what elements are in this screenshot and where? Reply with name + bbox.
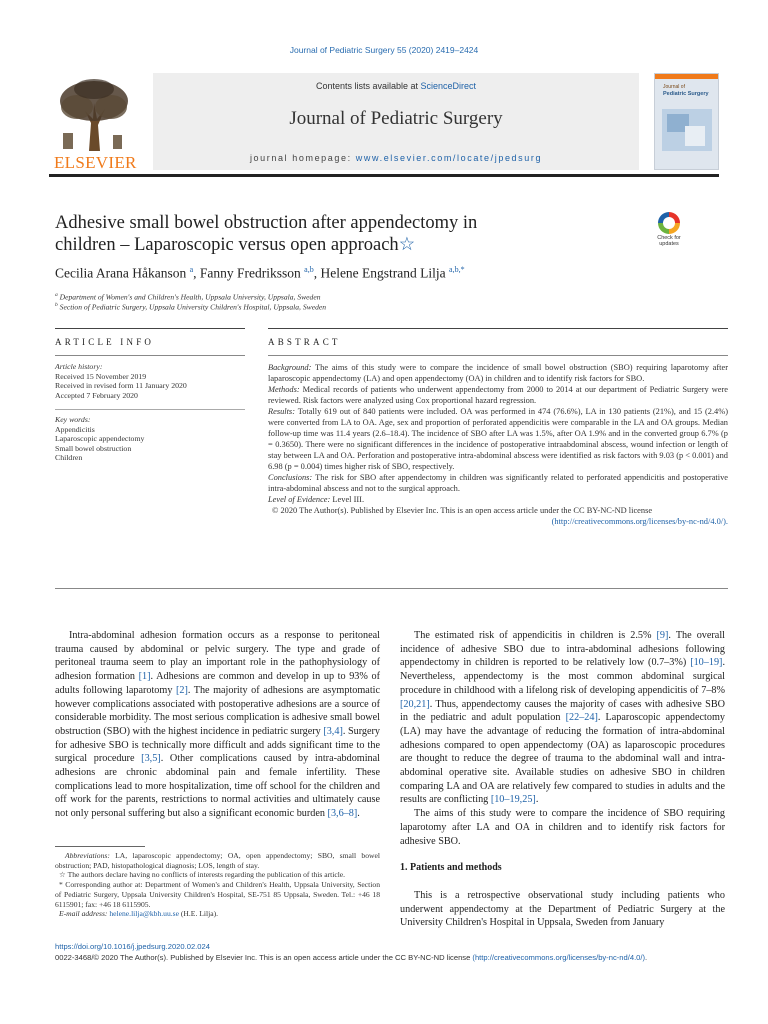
- citation-link[interactable]: [20,21]: [400, 698, 430, 710]
- author-affil-sup[interactable]: a,b,*: [449, 265, 465, 274]
- journal-info-box: [153, 73, 639, 170]
- citation-link[interactable]: [1]: [138, 671, 151, 683]
- history-received: Received 15 November 2019: [55, 371, 147, 381]
- keyword: Children: [55, 453, 83, 463]
- author-name[interactable]: Helene Engstrand Lilja: [320, 265, 446, 281]
- footnote-abbreviations: Abbreviations: LA, laparoscopic appendectomy; OA, open appendectomy; SBO, small bowel obstruction; PAD, histopathological diagnosis; LOS, length of stay.: [55, 851, 380, 870]
- abstract-license: [268, 516, 728, 527]
- abstract-evidence: Level of Evidence: Level III.: [268, 495, 365, 504]
- abstract-top-rule: [268, 328, 728, 329]
- doi-link[interactable]: https://doi.org/10.1016/j.jpedsurg.2020.02.024: [55, 942, 210, 951]
- abstract-heading: ABSTRACT: [268, 337, 341, 347]
- footnote-rule: [55, 846, 145, 847]
- info-top-rule: [55, 328, 245, 329]
- contents-line: Contents lists available at ScienceDirect: [315, 81, 477, 91]
- footnote-conflict: ☆ The authors declare having no conflicts of interests regarding the publication of this article.: [59, 870, 346, 880]
- check-updates-label: Check for updates: [657, 235, 681, 247]
- keyword: Appendicitis: [55, 424, 95, 434]
- body-paragraph: This is a retrospective observational study including patients who underwent appendectomy at the Department of Pediatric Surgery at the University Children's Hospital in Uppsala, Sweden from January: [400, 890, 725, 929]
- body-paragraph: Intra-abdominal adhesion formation occurs as a response to peritoneal trauma caused by abdominal or pelvic surgery. The type and grade of peritoneal trauma seem to play an important role in the pathophysiology of adhesion formation [1]. Adhesions are common and develop in up to 93% of adults following laparotomy [2]. The majority of adhesions are asymptomatic however complications associated with postoperative adhesions are a source of considerable morbidity. The most serious complication is adhesive small bowel obstruction (SBO) with the highest incidence in pediatric surgery [3,4]. Surgery for adhesive SBO is technically more difficult and adds significant time to the surgical procedure [3,5]. Other complications caused by intra-abdominal adhesions are chronic abdominal pain and female infertility. These complications lead to more hospitalization, time off school for the children and off work for the parents, restrictions to normal activities and ultimately cause not only personal suffering but also a significant economic burden [3,6–8].: [55, 630, 381, 820]
- history-revised: Received in revised form 11 January 2020: [55, 381, 187, 391]
- citation-link[interactable]: [10–19]: [690, 657, 723, 669]
- citation-link[interactable]: [3,5]: [141, 753, 161, 765]
- journal-title: Journal of Pediatric Surgery: [289, 108, 503, 129]
- abstract-conclusions: Conclusions: The risk for SBO after appendectomy in children was significantly related to perforated appendicitis and postoperative intra-abdominal abscess and not to the surgical approach.: [268, 473, 728, 493]
- homepage-link[interactable]: www.elsevier.com/locate/jpedsurg: [355, 153, 543, 163]
- journal-banner: [49, 73, 719, 172]
- footnote-email: E-mail address: helene.lilja@kbh.uu.se (H.E. Lilja).: [59, 909, 219, 919]
- keywords: [55, 415, 245, 463]
- email-link[interactable]: helene.lilja@kbh.uu.se: [109, 909, 179, 919]
- abstract-copyright: © 2020 The Author(s). Published by Elsevier Inc. This is an open access article under the CC BY-NC-ND license: [272, 506, 653, 515]
- homepage-line: journal homepage: www.elsevier.com/locate/jpedsurg: [249, 153, 543, 163]
- cover-title-line1: Journal of: [663, 84, 685, 90]
- header-rule: [49, 174, 719, 177]
- history-accepted: Accepted 7 February 2020: [55, 390, 138, 400]
- article-info-heading: ARTICLE INFO: [55, 337, 155, 347]
- history-label: Article history:: [55, 362, 103, 371]
- sciencedirect-link[interactable]: ScienceDirect: [420, 81, 477, 91]
- abstract-methods: Methods: Medical records of patients who underwent appendectomy from 2000 to 2014 at our department of Pediatric Surgery were reviewed. Risk factors were analyzed using Cox proportional hazard regression.: [268, 385, 728, 405]
- citation-link[interactable]: [9]: [656, 630, 669, 641]
- author-affil-sup[interactable]: a,b: [304, 265, 314, 274]
- author-name[interactable]: Cecilia Arana Håkanson: [55, 265, 187, 281]
- author-list: Cecilia Arana Håkanson $^a$, Fanny Fredriksson $^{a,b}$, Helene Engstrand Lilja $^{a,b,*}$: [55, 265, 465, 281]
- citation-link[interactable]: [3,6–8]: [327, 808, 358, 820]
- citation-link[interactable]: [22–24]: [565, 712, 598, 724]
- footer-license-link[interactable]: (http://creativecommons.org/licenses/by-nc-nd/4.0/): [472, 953, 646, 962]
- author-name[interactable]: Fanny Fredriksson: [199, 265, 301, 281]
- tree-icon: [49, 73, 139, 153]
- info-sub-rule: [55, 355, 245, 356]
- footnotes: [55, 851, 380, 919]
- citation-link[interactable]: [3,4]: [323, 725, 343, 737]
- article-title: [55, 212, 615, 256]
- author-affil-sup[interactable]: a: [189, 265, 194, 274]
- license-link[interactable]: (http://creativecommons.org/licenses/by-nc-nd/4.0/).: [551, 517, 728, 526]
- elsevier-tree-logo: [49, 73, 139, 172]
- body-paragraph: The estimated risk of appendicitis in children is 2.5% [9]. The overall incidence of adhesive SBO due to intra-abdominal adhesions following appendectomy in children is reported to be relatively low (0.7–3%) [10–19]. Nevertheless, appendectomy is the most common abdominal surgical procedure in childhood with a lifelong risk of developing appendicitis of 7–8% [20,21]. Thus, appendectomy causes the majority of cases with adhesive SBO in the pediatric and adult population [22–24]. Laparoscopic appendectomy (LA) may have the advantage of reducing the formation of intra-abdominal adhesions compared to open appendectomy (OA) as laparoscopic procedures are thought to reduce the degree of trauma to the abdominal wall and intra-abdominal operative site. Available studies on adhesive SBO in children comparing LA and OA are relatively few compared to studies in adults and the results are conflicting [10–19,25].: [400, 630, 725, 806]
- cover-top-bar: [655, 74, 719, 79]
- elsevier-wordmark: ELSEVIER: [54, 153, 137, 172]
- keyword: Small bowel obstruction: [55, 443, 132, 453]
- keyword: Laparoscopic appendectomy: [55, 434, 145, 444]
- body-paragraph: The aims of this study were to compare the incidence of SBO requiring laparotomy after LA and OA in children and to identify risk factors for adhesive SBO.: [400, 808, 725, 847]
- issn-license-line: 0022-3468/© 2020 The Author(s). Published by Elsevier Inc. This is an open access article under the CC BY-NC-ND license (http://creativecommons.org/licenses/by-nc-nd/4.0/).: [55, 953, 648, 962]
- affiliation-b: $^b$ Section of Pediatric Surgery, Uppsala University Children's Hospital, Uppsala, Sweden: [55, 302, 327, 312]
- journal-citation[interactable]: Journal of Pediatric Surgery 55 (2020) 2419–2424: [289, 45, 479, 55]
- article-history: [55, 362, 245, 400]
- section-body: [400, 889, 725, 930]
- check-updates-icon: [658, 212, 680, 234]
- title-line-1: Adhesive small bowel obstruction after appendectomy in: [55, 213, 478, 233]
- abstract-bottom-rule: [55, 588, 728, 589]
- section-heading: 1. Patients and methods: [400, 862, 502, 873]
- cover-title-line2: Pediatric Surgery: [663, 91, 709, 97]
- citation-link[interactable]: [10–19,25]: [490, 794, 536, 806]
- body-column-right: [400, 629, 725, 848]
- footnote-corresponding: * Corresponding author at: Department of Women's and Children's Health, Uppsala University, Section of Pediatric Surgery, Uppsala University Children's Hospital, SE-751 85 Uppsala, Sweden. Tel.: +46 18 6115901; fax: +46 18 6115905.: [55, 880, 380, 909]
- keywords-label: Key words:: [55, 415, 91, 424]
- abstract-sub-rule: [268, 355, 728, 356]
- affiliation-a: $^a$ Department of Women's and Children's Health, Uppsala University, Uppsala, Sweden: [55, 292, 321, 302]
- title-footnote-star[interactable]: ☆: [398, 235, 416, 255]
- cover-image-detail: [685, 126, 705, 146]
- check-for-updates-badge[interactable]: [650, 212, 688, 252]
- abstract-body: [268, 362, 728, 527]
- journal-cover-thumbnail[interactable]: [654, 73, 719, 170]
- abstract-background: Background: The aims of this study were to compare the incidence of small bowel obstruction (SBO) requiring laparotomy after laparoscopic appendectomy (LA) and open appendectomy (OA) in children and to identify risk factors for SBO.: [268, 363, 728, 383]
- info-divider: [55, 409, 245, 410]
- abstract-results: Results: Totally 619 out of 840 patients were included. OA was performed in 474 (76.6%), LA in 130 patients (21%), and 15 (2.4%) were converted from LA to OA. Age, sex and proportion of perforated appendicitis were comparable in the LA and OA groups. Median follow-up time was 11.4 years (2.6–18.4). The incidence of SBO after LA was 1.5%, after OA 1.9% and in the converted group 6.7% (p = 0.3650). There were no significant differences in the incidence of postoperative intraabdominal abscess, wound infection or length of stay between LA and OA. Perforation and postoperative intra-abdominal abscess were identified as risk factors with 9.03 (p < 0.001) and 6.98 (p = 0.004) times higher risk of SBO, respectively.: [268, 407, 728, 471]
- title-line-2: children – Laparoscopic versus open approach: [55, 235, 399, 255]
- body-column-left: [55, 629, 380, 821]
- citation-link[interactable]: [2]: [175, 684, 188, 696]
